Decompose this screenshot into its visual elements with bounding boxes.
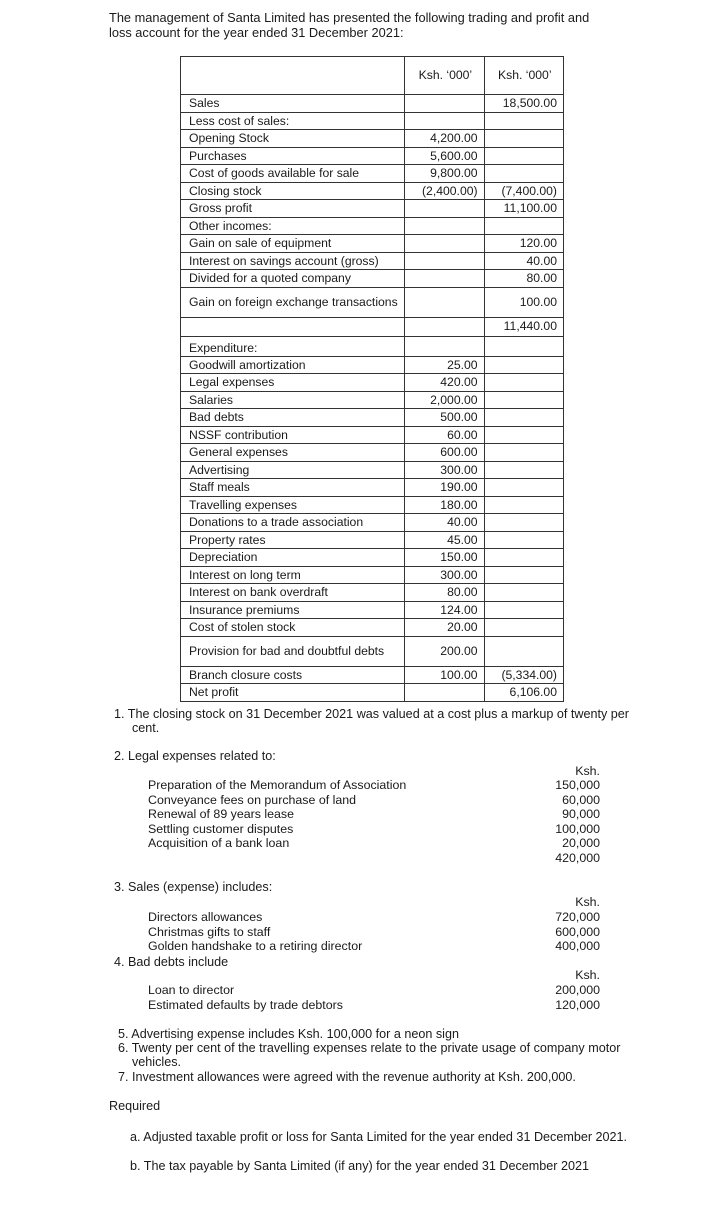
row-amount-col1 [405,217,484,235]
note-7: 7. Investment allowances were agreed with the revenue authority at Ksh. 200,000. [118,1070,576,1084]
note-3-title: 3. Sales (expense) includes: [114,880,273,894]
row-amount-col2 [484,356,563,374]
row-amount-col2 [484,374,563,392]
list-item [148,807,600,822]
note-1: 1. The closing stock on 31 December 2021 was valued at a cost plus a markup of twenty per cent. [114,707,629,735]
row-label: Property rates [181,531,405,549]
table-row [181,636,564,666]
row-label: Opening Stock [181,130,405,148]
row-amount-col1 [405,317,484,336]
table-row [181,409,564,427]
table-row [181,374,564,392]
row-label: Goodwill amortization [181,356,405,374]
list-item-amount: 90,000 [562,807,600,821]
row-label: Salaries [181,391,405,409]
table-row [181,549,564,567]
table-row [181,235,564,253]
row-amount-col1: 100.00 [405,666,484,684]
row-amount-col2 [484,426,563,444]
row-label: Insurance premiums [181,601,405,619]
row-amount-col2 [484,461,563,479]
row-amount-col2: 18,500.00 [484,95,563,113]
note-4-title: 4. Bad debts include [114,955,229,969]
table-row [181,317,564,336]
row-amount-col2 [484,147,563,165]
row-amount-col2 [484,444,563,462]
row-amount-col1: 180.00 [405,496,484,514]
table-row [181,496,564,514]
table-row [181,684,564,702]
row-amount-col2: 6,106.00 [484,684,563,702]
table-row [181,426,564,444]
row-amount-col2 [484,165,563,183]
list-total-amount: 420,000 [555,850,600,865]
row-label: Staff meals [181,479,405,497]
row-amount-col2 [484,479,563,497]
list-item-label: Preparation of the Memorandum of Association [148,778,407,792]
row-amount-col2: (5,334.00) [484,666,563,684]
table-row [181,356,564,374]
row-amount-col1: 500.00 [405,409,484,427]
table-row [181,287,564,317]
table-row [181,444,564,462]
row-label: Gain on foreign exchange transactions [181,287,405,317]
list-item-amount: 400,000 [555,939,600,953]
row-amount-col2 [484,584,563,602]
note-4-list [148,983,600,1012]
table-row [181,270,564,288]
list-item [148,822,600,837]
row-amount-col1 [405,336,484,356]
row-label: Bad debts [181,409,405,427]
list-item [148,836,600,851]
required-item-b: b. The tax payable by Santa Limited (if any) for the year ended 31 December 2021 [130,1159,590,1173]
list-item [148,925,600,940]
list-item-amount: 20,000 [562,836,600,850]
table-row [181,601,564,619]
table-row [181,130,564,148]
row-label: Divided for a quoted company [181,270,405,288]
note-4-currency-header: Ksh. [575,968,600,982]
table-row [181,182,564,200]
row-amount-col1: 80.00 [405,584,484,602]
row-label: Provision for bad and doubtful debts [181,636,405,666]
required-heading: Required [109,1099,161,1113]
row-amount-col2: 100.00 [484,287,563,317]
row-amount-col1: 190.00 [405,479,484,497]
row-amount-col2 [484,601,563,619]
row-label: NSSF contribution [181,426,405,444]
row-amount-col2 [484,391,563,409]
table-row [181,95,564,113]
row-amount-col1: 9,800.00 [405,165,484,183]
row-label: Gross profit [181,200,405,218]
table-header-cell: Ksh. ‘000’ [405,57,484,95]
row-amount-col1 [405,684,484,702]
list-item-amount: 600,000 [555,924,600,939]
table-row [181,479,564,497]
row-label: Other incomes: [181,217,405,235]
list-item [148,939,600,954]
row-amount-col1: 124.00 [405,601,484,619]
row-amount-col1: 60.00 [405,426,484,444]
list-item-amount: 60,000 [562,792,600,807]
row-amount-col2 [484,531,563,549]
row-amount-col2 [484,514,563,532]
note-6: 6. Twenty per cent of the travelling expenses relate to the private usage of company motor vehicles. [118,1041,621,1069]
row-amount-col1: 2,000.00 [405,391,484,409]
row-amount-col1: 300.00 [405,566,484,584]
table-row [181,584,564,602]
row-amount-col2: 40.00 [484,252,563,270]
list-item-label: Golden handshake to a retiring director [148,939,363,953]
table-row [181,252,564,270]
table-row [181,336,564,356]
table-row [181,566,564,584]
row-label [181,317,405,336]
row-label: Purchases [181,147,405,165]
row-amount-col1: 300.00 [405,461,484,479]
row-amount-col1: 45.00 [405,531,484,549]
row-amount-col2: 120.00 [484,235,563,253]
row-amount-col2: 11,100.00 [484,200,563,218]
row-amount-col1: 25.00 [405,356,484,374]
list-item [148,910,600,925]
list-item-label: Renewal of 89 years lease [148,807,295,821]
table-header-cell: Ksh. ‘000’ [484,57,563,95]
row-amount-col1: 4,200.00 [405,130,484,148]
required-item-a: a. Adjusted taxable profit or loss for Santa Limited for the year ended 31 December 2021. [130,1130,628,1144]
row-amount-col1: 420.00 [405,374,484,392]
table-row [181,461,564,479]
row-amount-col1 [405,200,484,218]
list-item-amount: 720,000 [555,910,600,924]
row-label: Travelling expenses [181,496,405,514]
row-amount-col1: (2,400.00) [405,182,484,200]
table-row [181,531,564,549]
list-item [148,998,600,1013]
row-amount-col1 [405,287,484,317]
row-amount-col2 [484,409,563,427]
row-label: Advertising [181,461,405,479]
row-amount-col1: 150.00 [405,549,484,567]
table-row [181,217,564,235]
row-label: Interest on bank overdraft [181,584,405,602]
list-item-label: Directors allowances [148,910,263,924]
row-label: Cost of stolen stock [181,619,405,637]
row-amount-col1 [405,252,484,270]
list-total [148,851,600,866]
intro-paragraph: The management of Santa Limited has presented the following trading and profit and loss account for the year ended 31 December 2021: [109,10,590,40]
row-label: Donations to a trade association [181,514,405,532]
table-row [181,391,564,409]
row-amount-col2 [484,130,563,148]
row-amount-col2 [484,566,563,584]
row-amount-col2: 11,440.00 [484,317,563,336]
row-amount-col2 [484,112,563,130]
row-amount-col1: 5,600.00 [405,147,484,165]
list-item [148,778,600,793]
row-amount-col2 [484,619,563,637]
row-label: Expenditure: [181,336,405,356]
row-amount-col1 [405,270,484,288]
row-amount-col2: 80.00 [484,270,563,288]
note-3-currency-header: Ksh. [575,895,600,909]
list-item-amount: 150,000 [555,778,600,792]
row-amount-col1 [405,235,484,253]
table-row [181,514,564,532]
list-item-amount: 100,000 [555,821,600,836]
row-label: Sales [181,95,405,113]
row-label: Gain on sale of equipment [181,235,405,253]
note-5: 5. Advertising expense includes Ksh. 100,000 for a neon sign [118,1027,459,1041]
list-item-amount: 120,000 [555,997,600,1012]
row-label: Interest on long term [181,566,405,584]
row-label: Legal expenses [181,374,405,392]
note-2-list [148,778,600,865]
row-label: Cost of goods available for sale [181,165,405,183]
profit-loss-table [180,56,564,702]
table-row [181,112,564,130]
row-label: Depreciation [181,549,405,567]
row-label: Less cost of sales: [181,112,405,130]
row-amount-col2 [484,336,563,356]
row-label: Closing stock [181,182,405,200]
list-item [148,983,600,998]
row-label: Branch closure costs [181,666,405,684]
row-amount-col1 [405,95,484,113]
row-amount-col2 [484,496,563,514]
list-item-label: Acquisition of a bank loan [148,836,290,850]
table-row [181,619,564,637]
row-label: Net profit [181,684,405,702]
list-item-label: Christmas gifts to staff [148,924,271,939]
row-amount-col1: 600.00 [405,444,484,462]
row-amount-col1: 20.00 [405,619,484,637]
table-row [181,147,564,165]
row-amount-col2 [484,217,563,235]
list-item [148,793,600,808]
row-amount-col2 [484,549,563,567]
list-item-label: Estimated defaults by trade debtors [148,997,343,1012]
list-item-label: Settling customer disputes [148,821,294,836]
row-amount-col2 [484,636,563,666]
list-item-label: Loan to director [148,983,235,997]
note-2-currency-header: Ksh. [575,764,600,778]
note-2-title: 2. Legal expenses related to: [114,749,276,763]
table-row [181,200,564,218]
note-3-list [148,910,600,954]
table-row [181,165,564,183]
row-amount-col1 [405,112,484,130]
list-item-amount: 200,000 [555,983,600,997]
row-amount-col1: 200.00 [405,636,484,666]
row-amount-col1: 40.00 [405,514,484,532]
list-item-label: Conveyance fees on purchase of land [148,792,357,807]
table-header-row [181,57,564,95]
row-amount-col2: (7,400.00) [484,182,563,200]
table-row [181,666,564,684]
row-label: General expenses [181,444,405,462]
table-header-cell [181,57,405,95]
row-label: Interest on savings account (gross) [181,252,405,270]
